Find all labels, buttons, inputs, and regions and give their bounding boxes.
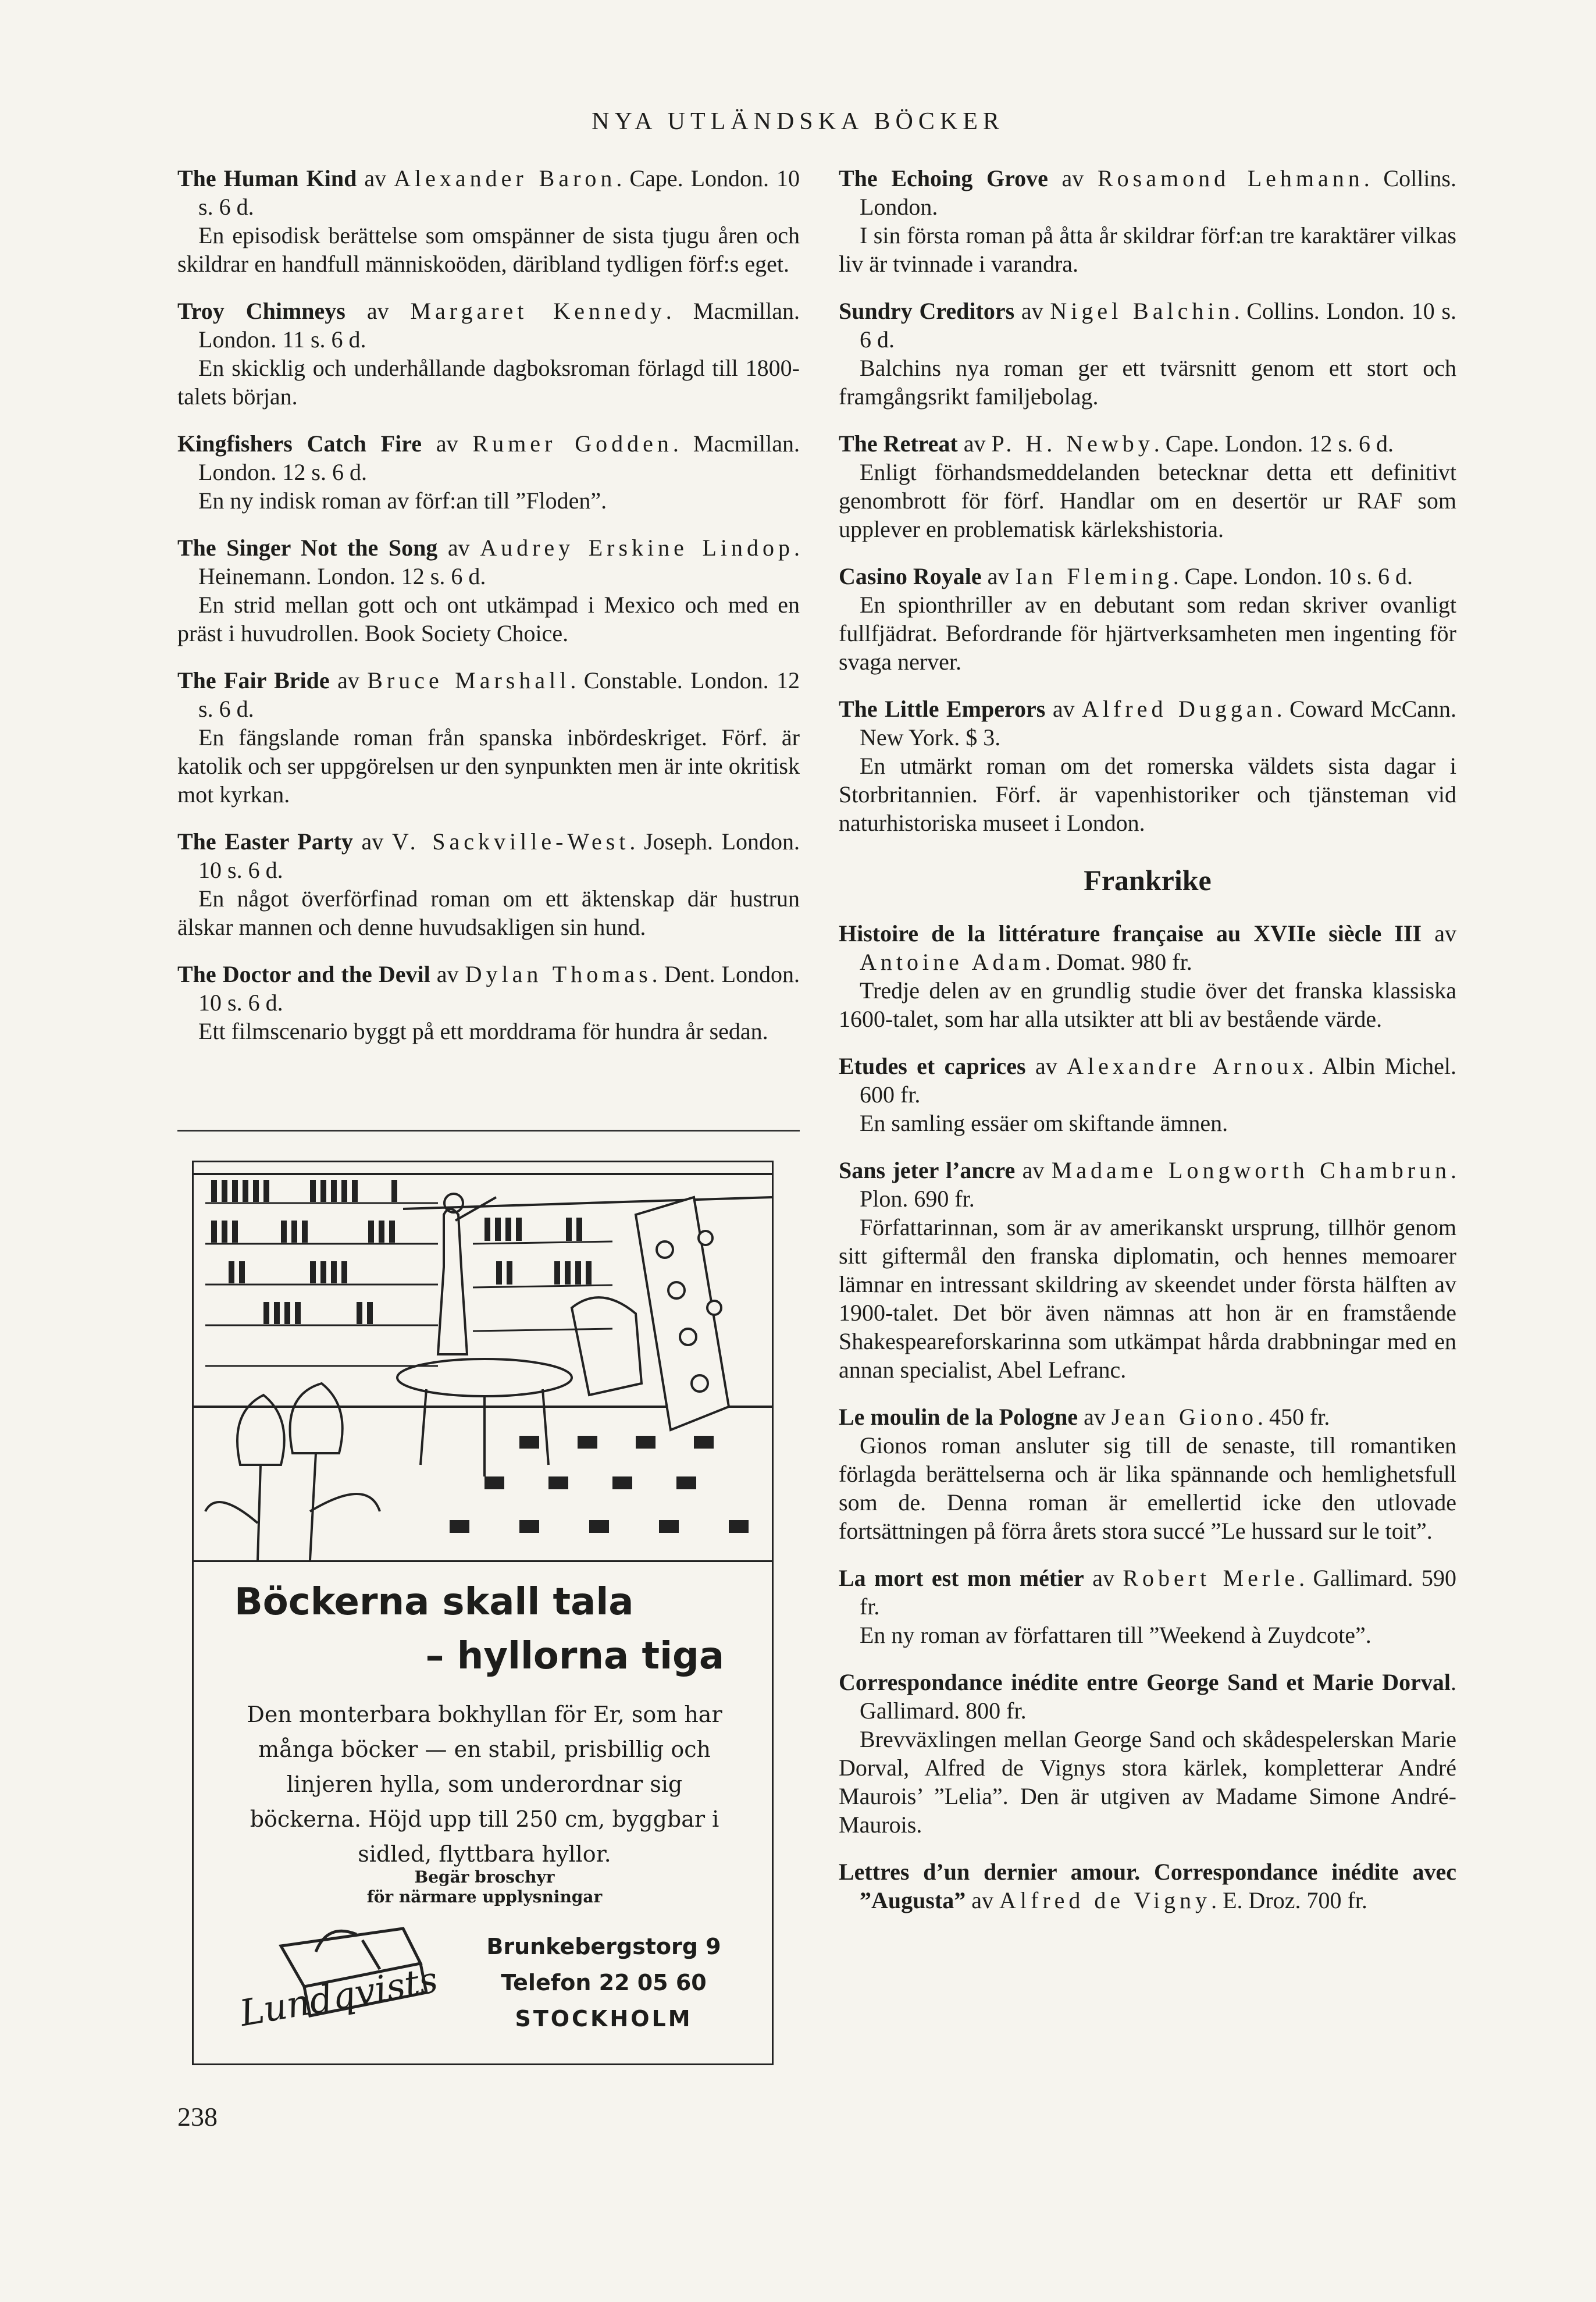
book-entry xyxy=(177,666,800,809)
ad-street: Brunkebergstorg 9 xyxy=(486,1934,721,1959)
book-title: The Echoing Grove xyxy=(839,165,1048,191)
book-title: Troy Chimneys xyxy=(177,298,345,324)
ad-phone: Telefon 22 05 60 xyxy=(501,1970,707,1995)
book-description: En ny indisk roman av förf:an till ”Floden”. xyxy=(198,488,607,514)
book-title: Casino Royale xyxy=(839,563,982,589)
book-author: P. H. Newby xyxy=(991,430,1154,457)
book-author: Alexander Baron xyxy=(394,165,617,191)
book-description: Brevväxlingen mellan George Sand och skådespelerskan Marie Dorval, Alfred de Vignys stora kärlek, kompletterar André Maurois’ ”Lelia”. Den är utgiven av Madame Simone André-Maurois. xyxy=(839,1726,1456,1838)
book-title: Lettres d’un dernier amour. Correspondance inédite avec ”Augusta” xyxy=(839,1859,1456,1913)
ad-cta-line-2: för närmare upplysningar xyxy=(366,1887,603,1906)
book-entry xyxy=(177,960,800,1045)
book-description: Balchins nya roman ger ett tvärsnitt genom ett stort och framgångsrikt familjebolag. xyxy=(839,355,1456,410)
book-title: The Easter Party xyxy=(177,828,353,855)
book-entry-heading xyxy=(177,164,800,221)
book-entry-heading xyxy=(839,164,1456,221)
book-title: The Little Emperors xyxy=(839,696,1046,722)
book-description: En fängslande roman från spanska inbördeskriget. Förf. är katolik och ser uppgörelsen ur den synpunkten men är inte okritisk mot kyrkan. xyxy=(177,724,800,807)
book-description: En skicklig och underhållande dagboksroman förlagd till 1800-talets början. xyxy=(177,355,800,410)
ad-city: STOCKHOLM xyxy=(515,2006,693,2031)
book-description: Enligt förhandsmeddelanden betecknar detta ett definitivt genombrott för förf. Handlar om en desertör ur RAF som upplever en problematisk kärlekshistoria. xyxy=(839,459,1456,542)
book-entry xyxy=(839,919,1456,1033)
book-title: Etudes et caprices xyxy=(839,1053,1026,1079)
book-by: av xyxy=(987,563,1010,589)
book-author: Margaret Kennedy xyxy=(410,298,666,324)
book-entry xyxy=(839,1668,1456,1839)
book-by: av xyxy=(447,535,470,561)
ad-body-text: Den monterbara bokhyllan för Er, som har många böcker — en stabil, prisbillig och linjeren hylla, som underordnar sig böckerna. Höjd upp till 250 cm, byggbar i sidled, flyttbara hyllor. xyxy=(247,1702,722,1867)
library-room-illustration xyxy=(192,1161,774,1562)
book-publisher: . E. Droz. 700 fr. xyxy=(1211,1887,1367,1913)
book-entry-heading xyxy=(177,533,800,590)
book-entry-heading xyxy=(839,297,1456,354)
book-entry-heading xyxy=(839,1668,1456,1725)
book-publisher: . 450 fr. xyxy=(1257,1404,1330,1430)
left-entries xyxy=(177,164,800,1045)
book-description: Ett filmscenario byggt på ett morddrama för hundra år sedan. xyxy=(198,1018,768,1044)
book-author: Alfred de Vigny xyxy=(999,1887,1212,1913)
book-publisher: . Gallimard. 800 fr. xyxy=(860,1669,1456,1724)
book-description: En ny roman av författaren till ”Weekend à Zuydcote”. xyxy=(860,1622,1371,1648)
book-description: En spionthriller av en debutant som redan skriver ovanligt fullfjädrat. Befordrande för hjärtverksamheten men ingenting för svaga nerver. xyxy=(839,592,1456,675)
book-publisher: . Domat. 980 fr. xyxy=(1045,949,1192,975)
book-entry-heading xyxy=(839,429,1456,458)
book-publisher: . Albin Michel. 600 fr. xyxy=(860,1053,1456,1108)
book-author: Jean Giono xyxy=(1111,1404,1257,1430)
book-by: av xyxy=(1035,1053,1057,1079)
book-publisher: . Dent. London. 10 s. 6 d. xyxy=(198,961,800,1016)
book-author: V. Sackville-West xyxy=(391,828,630,855)
book-entry xyxy=(839,1052,1456,1137)
book-entry xyxy=(839,1403,1456,1545)
book-entry-heading xyxy=(839,919,1456,976)
book-by: av xyxy=(1434,920,1456,947)
book-entry-heading xyxy=(177,297,800,354)
book-publisher: . Cape. London. 10 s. 6 d. xyxy=(198,165,800,220)
ad-cta-line-1: Begär broschyr xyxy=(414,1867,555,1887)
book-description: En utmärkt roman om det romerska väldets sista dagar i Storbritannien. Förf. är vapenhistoriker och tjänsteman vid naturhistoriska museet i London. xyxy=(839,753,1456,836)
book-author: Antoine Adam xyxy=(860,949,1045,975)
book-description: Gionos roman ansluter sig till de senaste, till romantiken förlagda berättelserna och är lika spännande och hemlighetsfull som de. Denna roman är emellertid icke den utlovade fortsättningen på förra årets stora succé ”Le hussard sur le toit”. xyxy=(839,1432,1456,1544)
book-entry-heading xyxy=(177,827,800,884)
book-by: av xyxy=(361,828,384,855)
book-entry xyxy=(839,695,1456,837)
book-publisher: . Collins. London. 10 s. 6 d. xyxy=(860,298,1457,353)
book-title: The Singer Not the Song xyxy=(177,535,438,561)
book-title: Le moulin de la Pologne xyxy=(839,1404,1078,1430)
book-by: av xyxy=(436,430,458,457)
book-publisher: . Macmillan. London. 11 s. 6 d. xyxy=(198,298,800,353)
book-entry-heading xyxy=(839,1858,1456,1915)
book-publisher: . Gallimard. 590 fr. xyxy=(860,1565,1457,1620)
book-title: Sans jeter l’ancre xyxy=(839,1157,1016,1183)
book-description: En något överförfinad roman om ett äktenskap där hustrun älskar mannen och denne huvudsakligen sin hund. xyxy=(177,885,800,940)
book-description: En episodisk berättelse som omspänner de sista tjugu åren och skildrar en handfull människoöden, däribland tydligen förf:s eget. xyxy=(177,222,800,277)
book-description: En samling essäer om skiftande ämnen. xyxy=(860,1110,1228,1136)
book-entry xyxy=(177,827,800,941)
ad-address xyxy=(467,1929,740,2037)
book-entry-heading xyxy=(839,1564,1456,1621)
book-entry-heading xyxy=(839,695,1456,752)
book-publisher: . Heinemann. London. 12 s. 6 d. xyxy=(198,535,800,589)
france-entries xyxy=(839,919,1456,1915)
right-entries xyxy=(839,164,1456,837)
book-author: Robert Merle xyxy=(1123,1565,1299,1591)
book-description: Tredje delen av en grundlig studie över det franska klassiska 1600-talet, som har alla utsikter att bli av bestående värde. xyxy=(839,977,1456,1032)
book-by: av xyxy=(337,667,359,693)
book-description: Författarinnan, som är av amerikanskt ursprung, tillhör genom sitt giftermål den franska diplomatin, och hennes memoarer lämnar en intressant skildring av skeendet under första hälften av 1900-talet. Det bör även nämnas att hon är en framstående Shakespeareforskarinna som utkämpat hårda drabbningar med en annan specialist, Abel Lefranc. xyxy=(839,1214,1456,1383)
book-entry-heading xyxy=(839,1156,1456,1213)
book-entry-heading xyxy=(839,1052,1456,1109)
book-by: av xyxy=(963,430,986,457)
book-entry-heading xyxy=(177,666,800,723)
book-publisher: . Cape. London. 12 s. 6 d. xyxy=(1153,430,1394,457)
book-author: Nigel Balchin xyxy=(1050,298,1234,324)
book-author: Ian Fleming xyxy=(1015,563,1173,589)
book-entry xyxy=(177,297,800,411)
book-description: En strid mellan gott och ont utkämpad i Mexico och med en präst i huvudrollen. Book Society Choice. xyxy=(177,592,800,646)
book-by: av xyxy=(1052,696,1075,722)
book-entry xyxy=(177,164,800,278)
book-description: I sin första roman på åtta år skildrar förf:an tre karaktärer vilkas liv är tvinnade i varandra. xyxy=(839,222,1456,277)
book-entry xyxy=(839,562,1456,676)
library-scene-icon xyxy=(194,1162,772,1560)
book-by: av xyxy=(971,1887,994,1913)
book-author: Rumer Godden xyxy=(472,430,673,457)
book-by: av xyxy=(366,298,389,324)
book-entry xyxy=(839,1564,1456,1649)
book-entry-heading xyxy=(839,562,1456,590)
lundqvists-logo: Lundqvists xyxy=(236,1958,441,2035)
book-author: Audrey Erskine Lindop xyxy=(480,535,795,561)
ad-call-to-action xyxy=(194,1867,775,1907)
bookshelf-advertisement xyxy=(192,1161,774,2065)
book-entry xyxy=(839,164,1456,278)
book-entry xyxy=(839,429,1456,543)
book-by: av xyxy=(364,165,387,191)
left-column xyxy=(177,164,800,1064)
book-entry xyxy=(839,1858,1456,1915)
book-publisher: . Joseph. London. 10 s. 6 d. xyxy=(198,828,800,883)
book-author: Madame Longworth Chambrun xyxy=(1051,1157,1451,1183)
ad-headline-2: – hyllorna tiga xyxy=(425,1635,724,1678)
ad-headline-1: Böckerna skall tala xyxy=(234,1581,634,1624)
book-publisher: . Coward McCann. New York. $ 3. xyxy=(860,696,1457,750)
book-by: av xyxy=(1021,298,1043,324)
book-title: Histoire de la littérature française au XVIIe siècle III xyxy=(839,920,1422,947)
book-entry xyxy=(839,297,1456,411)
book-publisher: . Plon. 690 fr. xyxy=(860,1157,1457,1212)
book-entry-heading xyxy=(839,1403,1456,1431)
book-title: The Human Kind xyxy=(177,165,357,191)
book-entry xyxy=(177,533,800,647)
book-author: Alexandre Arnoux xyxy=(1067,1053,1309,1079)
book-entry xyxy=(177,429,800,515)
book-title: Correspondance inédite entre George Sand et Marie Dorval xyxy=(839,1669,1451,1695)
book-author: Alfred Duggan xyxy=(1082,696,1277,722)
book-title: The Doctor and the Devil xyxy=(177,961,430,987)
book-title: Sundry Creditors xyxy=(839,298,1015,324)
book-entry-heading xyxy=(177,429,800,486)
book-title: The Retreat xyxy=(839,430,958,457)
book-publisher: . Collins. London. xyxy=(860,165,1456,220)
running-title: NYA UTLÄNDSKA BÖCKER xyxy=(592,108,1004,135)
book-title: La mort est mon métier xyxy=(839,1565,1084,1591)
advertisement-text-panel xyxy=(192,1562,774,2065)
book-publisher: . Cape. London. 10 s. 6 d. xyxy=(1173,563,1413,589)
book-by: av xyxy=(1084,1404,1106,1430)
book-by: av xyxy=(436,961,459,987)
book-by: av xyxy=(1061,165,1084,191)
book-author: Bruce Marshall xyxy=(367,667,571,693)
book-by: av xyxy=(1092,1565,1114,1591)
book-by: av xyxy=(1022,1157,1045,1183)
book-entry-heading xyxy=(177,960,800,1017)
book-entry xyxy=(839,1156,1456,1384)
book-author: Dylan Thomas xyxy=(465,961,652,987)
book-author: Rosamond Lehmann xyxy=(1097,165,1364,191)
book-publisher: . Macmillan. London. 12 s. 6 d. xyxy=(198,430,800,485)
right-column xyxy=(839,164,1456,1933)
book-title: Kingfishers Catch Fire xyxy=(177,430,422,457)
page-number: 238 xyxy=(177,2102,218,2132)
book-title: The Fair Bride xyxy=(177,667,330,693)
section-title-frankrike: Frankrike xyxy=(1084,864,1212,896)
column-divider-rule xyxy=(177,1130,800,1132)
book-publisher: . Constable. London. 12 s. 6 d. xyxy=(198,667,800,722)
